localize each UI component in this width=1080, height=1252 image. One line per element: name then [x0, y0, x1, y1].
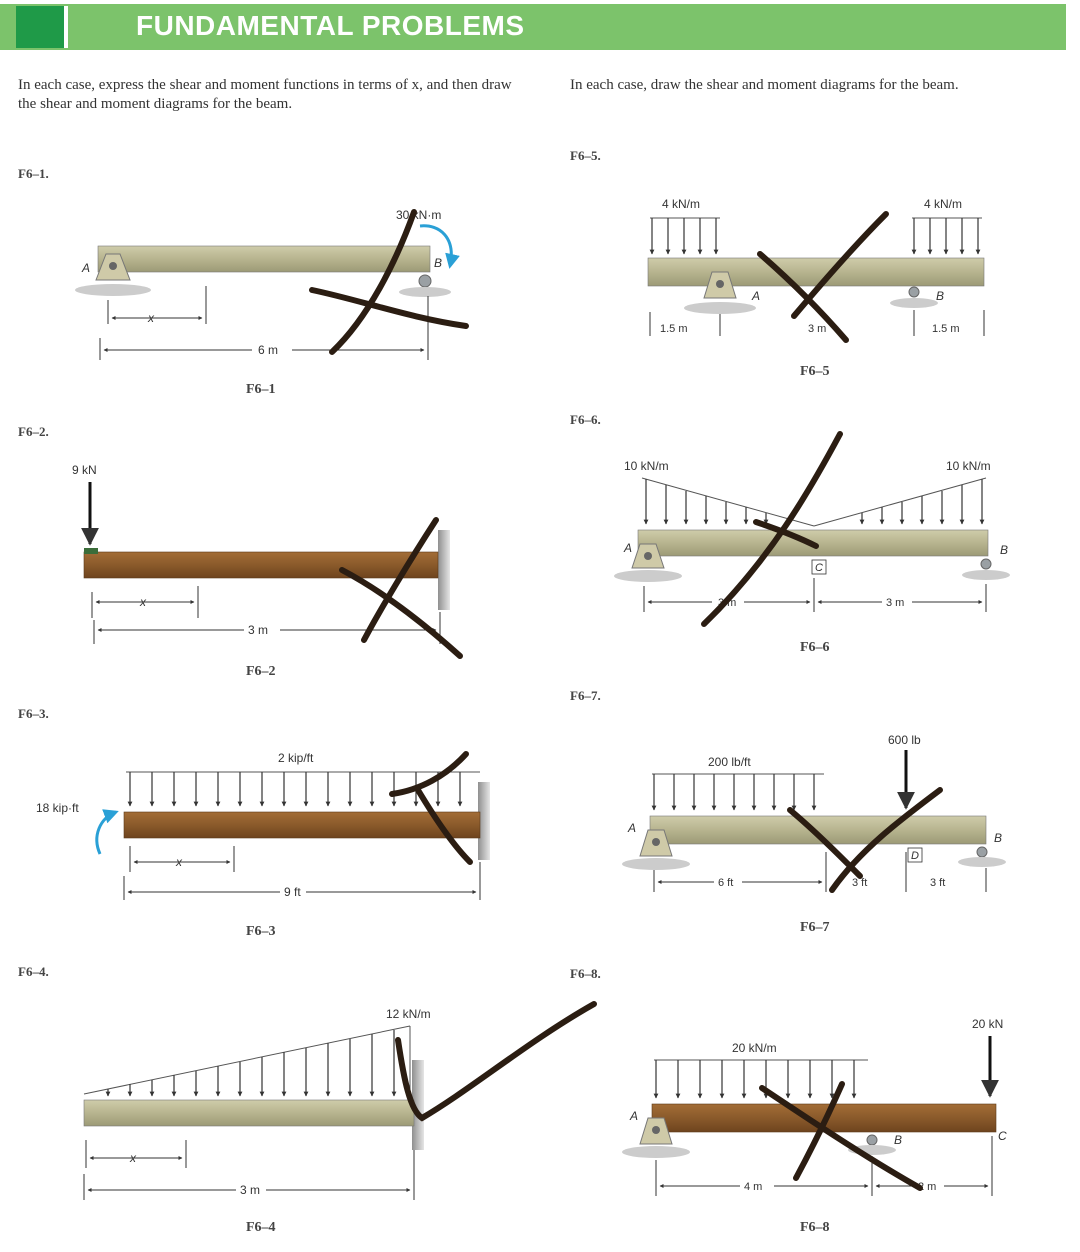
beam	[84, 552, 438, 578]
problem-label-f6-2: F6–2.	[18, 424, 49, 439]
distributed-load-arrows	[654, 774, 814, 810]
load-label-left: 4 kN/m	[662, 197, 701, 211]
beam	[648, 258, 984, 286]
problem-label-f6-7: F6–7.	[570, 688, 601, 703]
load-label: 12 kN/m	[386, 1007, 431, 1021]
figure-f6-7	[622, 733, 1006, 892]
pen-cross-mark	[392, 754, 470, 862]
caption-f6-3: F6–3	[246, 924, 276, 939]
force-label: 9 kN	[72, 463, 97, 477]
caption-f6-5: F6–5	[800, 364, 830, 379]
dim-label: 9 ft	[284, 885, 301, 899]
point-label-b: B	[434, 256, 443, 270]
load-label-point: 600 lb	[888, 733, 921, 747]
dim-label: 6 m	[258, 343, 279, 357]
load-label-dist: 200 lb/ft	[708, 755, 751, 769]
beam	[124, 812, 480, 838]
load-label-point: 20 kN	[972, 1017, 1004, 1031]
pen-cross-mark	[704, 434, 840, 624]
pen-check-mark	[398, 1004, 594, 1118]
moment-label: 30 kN·m	[396, 208, 442, 222]
point-label-b: B	[936, 289, 945, 303]
point-label-d: D	[911, 850, 919, 862]
dim-label-2: 3 ft	[852, 877, 868, 889]
dim-label-1: 4 m	[744, 1181, 763, 1193]
x-label: x	[148, 311, 154, 325]
caption-f6-8: F6–8	[800, 1220, 830, 1235]
distributed-load-arrows	[656, 1060, 854, 1098]
problem-label-f6-8: F6–8.	[570, 966, 601, 981]
wall	[438, 530, 450, 610]
caption-f6-6: F6–6	[800, 640, 830, 655]
caption-f6-7: F6–7	[800, 920, 830, 935]
dim-label-3: 1.5 m	[932, 323, 960, 335]
dim-label-1: 3 m	[718, 597, 737, 609]
moment-arrow	[97, 812, 116, 854]
point-label-a: A	[82, 261, 91, 275]
dim-label-2: 2 m	[918, 1181, 937, 1193]
roller-support-b	[399, 275, 451, 297]
dim-label-1: 1.5 m	[660, 323, 688, 335]
point-label-c: C	[998, 1129, 1007, 1143]
point-label-a: A	[752, 289, 761, 303]
intro-left: In each case, express the shear and moment functions in terms of x, and then draw the shear and moment diagrams for the beam.	[18, 77, 512, 112]
triangular-load-edge	[84, 1026, 410, 1094]
figure-f6-5	[648, 197, 984, 340]
problem-label-f6-3: F6–3.	[18, 706, 49, 721]
distributed-load-arrows	[108, 1030, 394, 1096]
figure-f6-1	[75, 208, 466, 360]
point-label-a: A	[630, 1109, 639, 1123]
roller-support-b	[958, 847, 1006, 867]
x-label: x	[130, 1151, 136, 1165]
beam	[98, 246, 430, 272]
dim-label-1: 6 ft	[718, 877, 734, 889]
point-label-b: B	[894, 1133, 903, 1147]
distributed-load-arrows-left	[652, 218, 716, 254]
figure-f6-6	[614, 434, 1010, 624]
caption-f6-4: F6–4	[246, 1220, 276, 1235]
beam	[84, 1100, 414, 1126]
dim-label-3: 3 ft	[930, 877, 946, 889]
point-label-a: A	[628, 821, 637, 835]
figure-f6-2	[72, 463, 460, 656]
load-label-left: 10 kN/m	[624, 459, 669, 473]
x-label: x	[176, 855, 182, 869]
figure-f6-4	[84, 1004, 594, 1200]
moment-label: 18 kip·ft	[36, 801, 79, 815]
dim-label: 3 m	[248, 623, 269, 637]
intro-right: In each case, draw the shear and moment diagrams for the beam.	[570, 77, 959, 93]
figure-f6-8	[622, 1017, 1007, 1196]
dim-label-2: 3 m	[808, 323, 827, 335]
problem-label-f6-1: F6–1.	[18, 166, 49, 181]
load-label-right: 10 kN/m	[946, 459, 991, 473]
beam	[650, 816, 986, 844]
problem-label-f6-4: F6–4.	[18, 964, 49, 979]
figure-f6-3	[36, 751, 490, 900]
problem-label-f6-6: F6–6.	[570, 412, 601, 427]
load-label-dist: 20 kN/m	[732, 1041, 777, 1055]
x-label: x	[140, 595, 146, 609]
problem-label-f6-5: F6–5.	[570, 148, 601, 163]
load-label: 2 kip/ft	[278, 751, 314, 765]
point-label-b: B	[994, 831, 1003, 845]
dim-label: 3 m	[240, 1183, 261, 1197]
roller-support-b	[890, 287, 938, 308]
point-label-c: C	[815, 562, 823, 574]
caption-f6-1: F6–1	[246, 382, 276, 397]
distributed-load-arrows-right	[914, 218, 978, 254]
caption-f6-2: F6–2	[246, 664, 276, 679]
dim-label-2: 3 m	[886, 597, 905, 609]
roller-support-b	[962, 559, 1010, 580]
point-label-a: A	[624, 541, 633, 555]
load-label-right: 4 kN/m	[924, 197, 963, 211]
page-title: FUNDAMENTAL PROBLEMS	[136, 10, 525, 41]
point-label-b: B	[1000, 543, 1009, 557]
